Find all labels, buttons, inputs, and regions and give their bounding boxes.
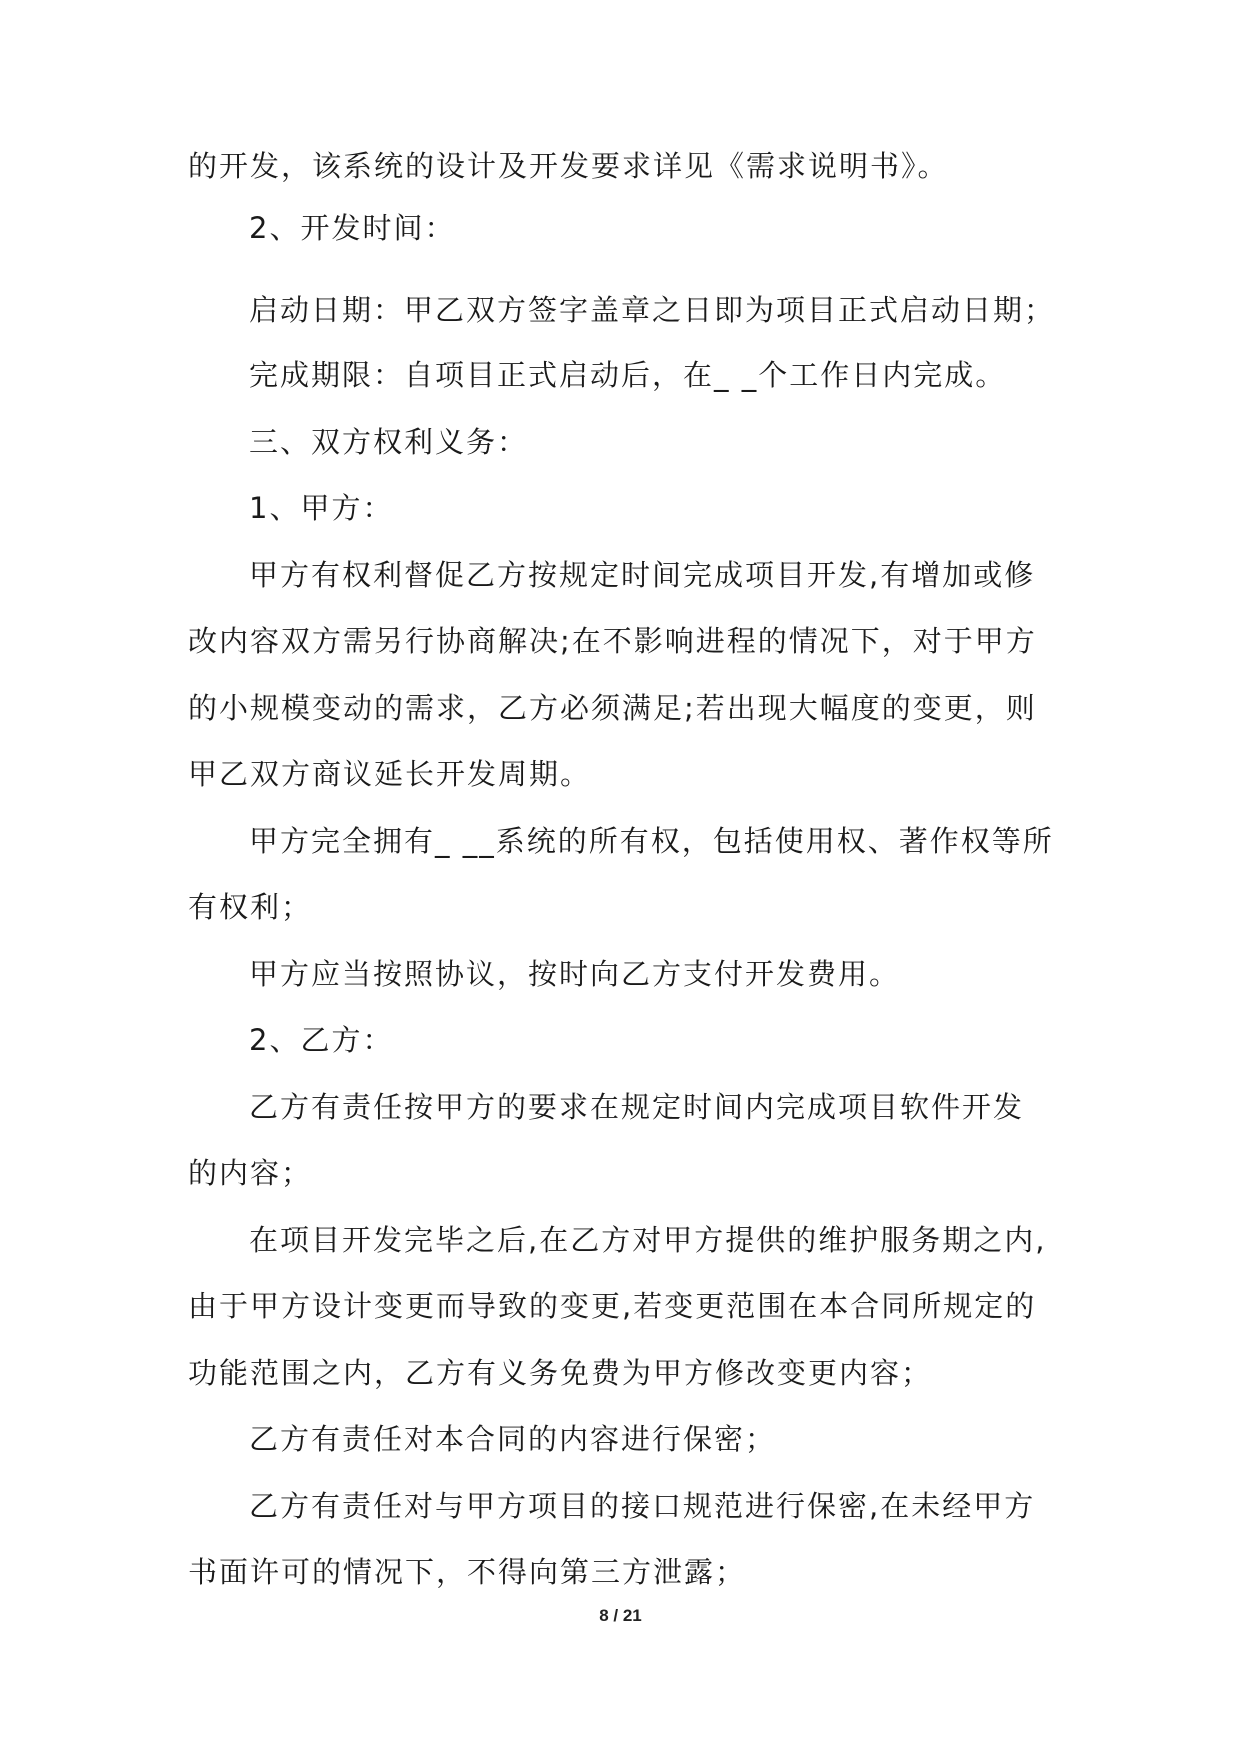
- text-line: 乙方有责任对本合同的内容进行保密；: [249, 1422, 777, 1456]
- text-line: 完成期限：自项目正式启动后，在_ _个工作日内完成。: [249, 358, 1007, 392]
- text-line: 启动日期：甲乙双方签字盖章之日即为项目正式启动日期；: [249, 293, 1056, 327]
- text-line: 在项目开发完毕之后,在乙方对甲方提供的维护服务期之内,: [249, 1223, 1047, 1257]
- text-line: 由于甲方设计变更而导致的变更,若变更范围在本合同所规定的: [188, 1289, 1037, 1323]
- text-line: 甲方应当按照协议，按时向乙方支付开发费用。: [249, 957, 901, 991]
- text-line: 功能范围之内，乙方有义务免费为甲方修改变更内容；: [188, 1356, 933, 1390]
- text-line: 改内容双方需另行协商解决;在不影响进程的情况下，对于甲方: [188, 624, 1037, 658]
- text-line: 甲乙双方商议延长开发周期。: [188, 757, 592, 791]
- section-heading: 三、双方权利义务：: [249, 425, 529, 459]
- section-heading: 1、甲方：: [249, 491, 394, 525]
- text-line: 甲方有权利督促乙方按规定时间完成项目开发,有增加或修: [249, 558, 1036, 592]
- section-heading: 2、开发时间：: [249, 211, 456, 245]
- text-line: 有权利；: [188, 890, 313, 924]
- text-line: 的小规模变动的需求，乙方必须满足;若出现大幅度的变更，则: [188, 691, 1037, 725]
- section-heading: 2、乙方：: [249, 1023, 394, 1057]
- text-line: 书面许可的情况下，不得向第三方泄露；: [188, 1555, 747, 1589]
- text-line: 的开发，该系统的设计及开发要求详见《需求说明书》。: [188, 149, 949, 183]
- text-line: 甲方完全拥有_ __系统的所有权，包括使用权、著作权等所: [249, 824, 1054, 858]
- page-number: 8 / 21: [599, 1606, 642, 1625]
- text-line: 乙方有责任对与甲方项目的接口规范进行保密,在未经甲方: [249, 1489, 1036, 1523]
- text-line: 乙方有责任按甲方的要求在规定时间内完成项目软件开发: [249, 1090, 1025, 1124]
- text-line: 的内容；: [188, 1156, 313, 1190]
